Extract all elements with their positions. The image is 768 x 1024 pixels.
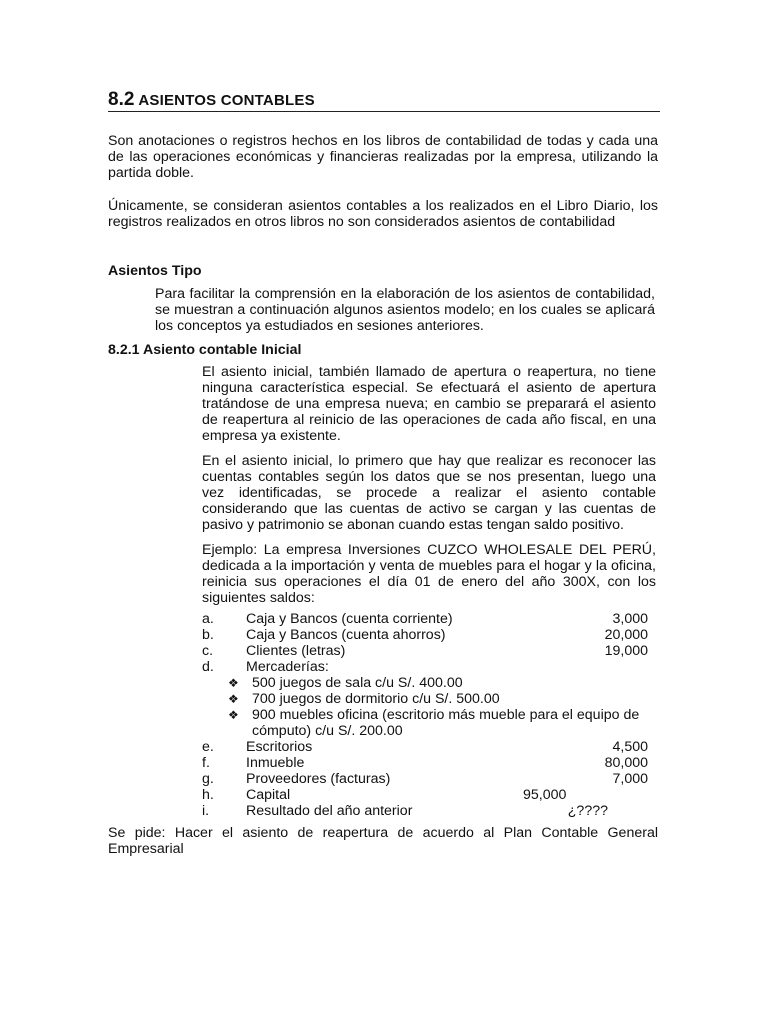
diamond-star-icon: ❖ — [228, 708, 239, 722]
list-item: g. Proveedores (facturas) 7,000 — [202, 771, 648, 787]
asiento-inicial-paragraph: El asiento inicial, también llamado de apertura o reapertura, no tiene ninguna característica especial. Se efectuará el asiento de apertura tratándose de una empresa nueva; en cambio se preparará el asiento de reapertura al reinicio de las operaciones de cada año fiscal, en una empresa ya existente. — [202, 364, 656, 444]
diamond-star-icon: ❖ — [228, 692, 239, 706]
libro-diario-paragraph: Únicamente, se consideran asientos contables a los realizados en el Libro Diario, los registros realizados en otros libros no son considerados asientos de contabilidad — [108, 198, 658, 230]
section-heading — [108, 89, 660, 112]
mercaderia-item: ❖ 900 muebles oficina (escritorio más mueble para el equipo de cómputo) c/u S/. 200.00 — [228, 707, 640, 739]
asientos-tipo-paragraph: Para facilitar la comprensión en la elaboración de los asientos de contabilidad, se muestran a continuación algunos asientos modelo; en los cuales se aplicará los conceptos ya estudiados en sesiones anteriores. — [155, 286, 655, 334]
section-number: 8.2 — [108, 89, 135, 110]
mercaderia-item: ❖ 700 juegos de dormitorio c/u S/. 500.00 — [228, 691, 500, 707]
saldos-list — [202, 611, 662, 819]
list-item: b. Caja y Bancos (cuenta ahorros) 20,000 — [202, 627, 648, 643]
list-item: e. Escritorios 4,500 — [202, 739, 648, 755]
asientos-tipo-title: Asientos Tipo — [108, 263, 202, 279]
mercaderia-item: ❖ 500 juegos de sala c/u S/. 400.00 — [228, 675, 463, 691]
list-item: c. Clientes (letras) 19,000 — [202, 643, 648, 659]
intro-paragraph: Son anotaciones o registros hechos en los libros de contabilidad de todas y cada una de las operaciones económicas y financieras realizadas por la empresa, utilizando la partida doble. — [108, 133, 658, 181]
ejemplo-paragraph: Ejemplo: La empresa Inversiones CUZCO WHOLESALE DEL PERÚ, dedicada a la importación y venta de muebles para el hogar y la oficina, reinicia sus operaciones el día 01 de enero del año 300X, con los siguientes saldos: — [202, 542, 656, 606]
list-item: h. Capital 95,000 — [202, 787, 567, 803]
list-item: i. Resultado del año anterior ¿???? — [202, 803, 608, 819]
list-item: f. Inmueble 80,000 — [202, 755, 648, 771]
reconocer-cuentas-paragraph: En el asiento inicial, lo primero que hay que realizar es reconocer las cuentas contables según los datos que se nos presentan, luego una vez identificadas, se procede a realizar el asiento contable considerando que las cuentas de activo se cargan y las cuentas de pasivo y patrimonio se abonan cuando estas tengan saldo positivo. — [202, 453, 656, 533]
diamond-star-icon: ❖ — [228, 676, 239, 690]
list-item: a. Caja y Bancos (cuenta corriente) 3,000 — [202, 611, 648, 627]
list-item: d. Mercaderías: — [202, 659, 329, 675]
se-pide-paragraph: Se pide: Hacer el asiento de reapertura de acuerdo al Plan Contable General Empresarial — [108, 825, 658, 857]
subsection-title: 8.2.1 Asiento contable Inicial — [108, 342, 302, 358]
section-title: ASIENTOS CONTABLES — [138, 92, 315, 109]
